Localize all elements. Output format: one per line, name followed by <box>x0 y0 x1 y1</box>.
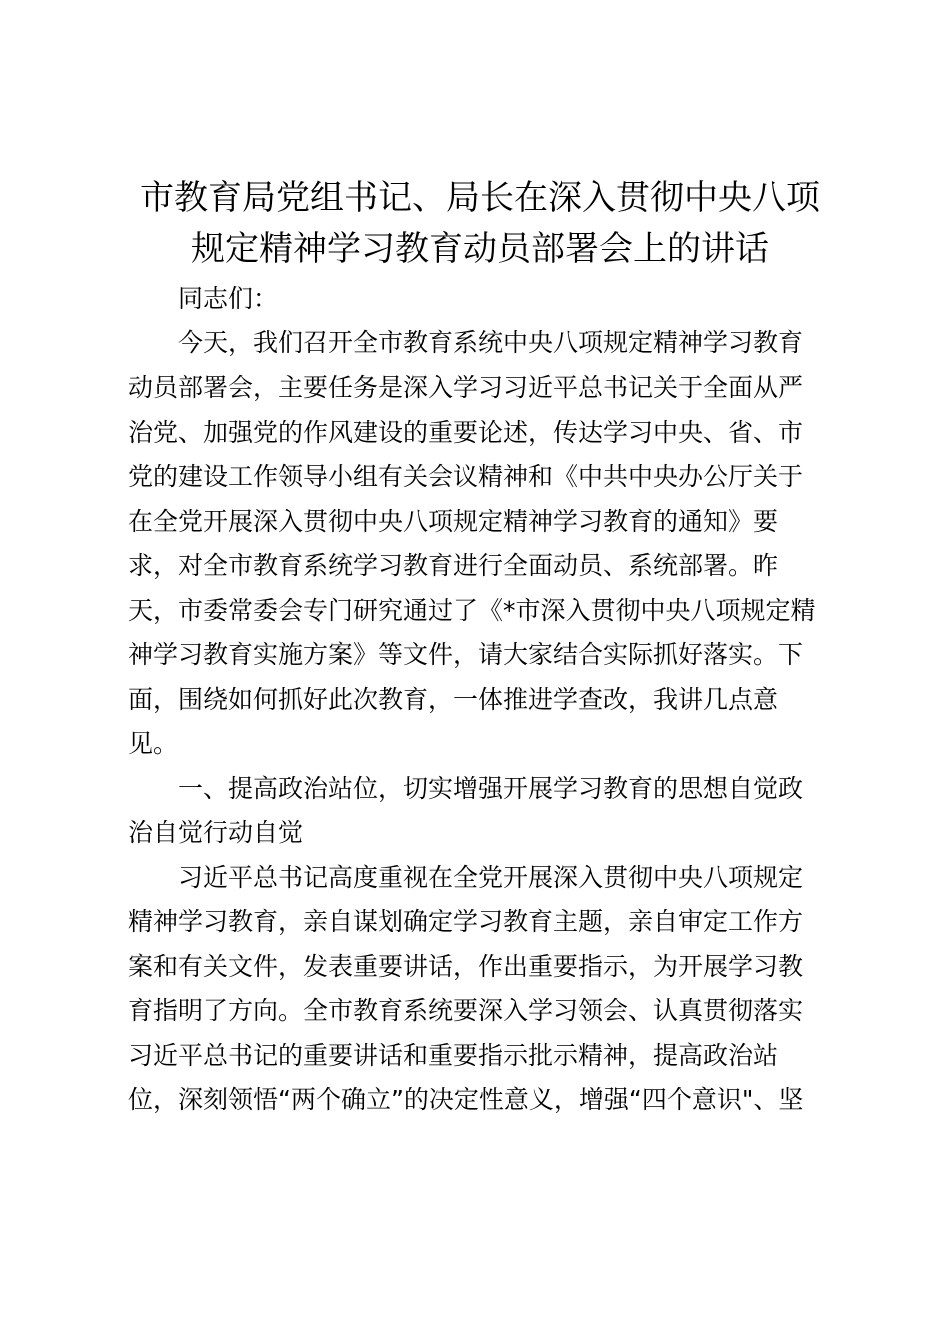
document-title-line-2: 规定精神学习教育动员部署会上的讲话 <box>191 229 769 269</box>
paragraph-line: 位，深刻领悟“两个确立”的决定性意义，增强“四个意识"、坚 <box>128 1085 804 1114</box>
paragraph-line: 神学习教育实施方案》等文件，请大家结合实际抓好落实。下 <box>128 640 804 669</box>
paragraph-line: 治党、加强党的作风建设的重要论述，传达学习中央、省、市 <box>128 418 804 447</box>
salutation: 同志们： <box>178 284 279 313</box>
paragraph-line: 习近平总书记的重要讲话和重要指示批示精神，提高政治站 <box>128 1041 779 1070</box>
paragraph-line: 面，围绕如何抓好此次教育，一体推进学查改，我讲几点意 <box>128 685 779 714</box>
section-heading-line: 治自觉行动自觉 <box>128 818 304 847</box>
paragraph-line: 求，对全市教育系统学习教育进行全面动员、系统部署。昨 <box>128 551 779 580</box>
paragraph-line: 习近平总书记高度重视在全党开展深入贯彻中央八项规定 <box>178 863 804 892</box>
paragraph-line: 见。 <box>128 729 179 758</box>
paragraph-line: 动员部署会，主要任务是深入学习习近平总书记关于全面从严 <box>128 373 804 402</box>
paragraph-line: 在全党开展深入贯彻中央八项规定精神学习教育的通知》要 <box>128 507 779 536</box>
section-heading-line: 一、提高政治站位，切实增强开展学习教育的思想自觉政 <box>178 774 804 803</box>
paragraph-line: 党的建设工作领导小组有关会议精神和《中共中央办公厅关于 <box>128 462 804 491</box>
paragraph-line: 今天，我们召开全市教育系统中央八项规定精神学习教育 <box>178 328 804 357</box>
paragraph-line: 育指明了方向。全市教育系统要深入学习领会、认真贯彻落实 <box>128 996 804 1025</box>
paragraph-line: 天，市委常委会专门研究通过了《*市深入贯彻中央八项规定精 <box>128 596 816 625</box>
document-title-line-1: 市教育局党组书记、局长在深入贯彻中央八项 <box>140 178 820 218</box>
paragraph-line: 精神学习教育，亲自谋划确定学习教育主题，亲自审定工作方 <box>128 907 804 936</box>
paragraph-line: 案和有关文件，发表重要讲话，作出重要指示，为开展学习教 <box>128 952 804 981</box>
